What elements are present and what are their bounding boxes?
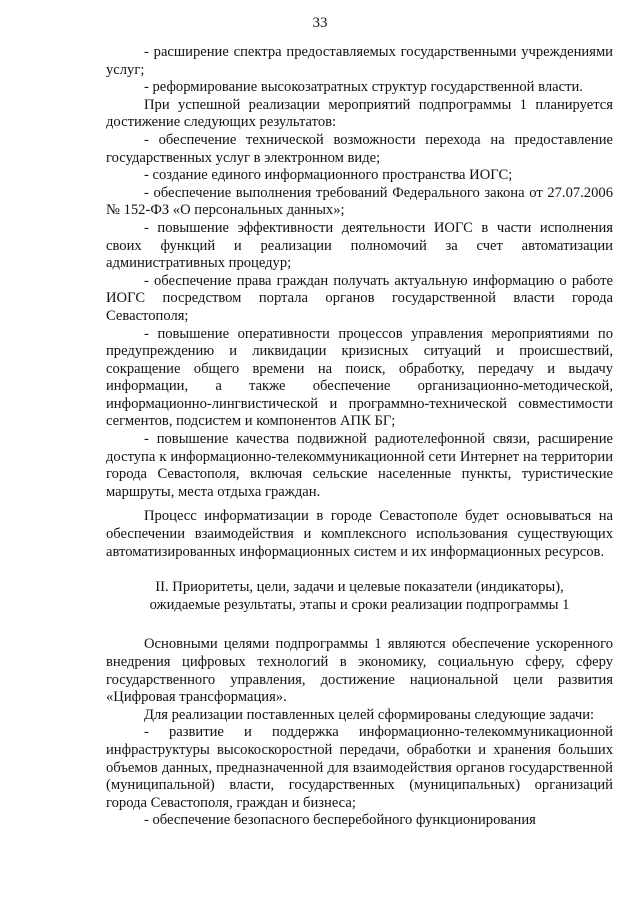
paragraph-main-goals: Основными целями подпрограммы 1 являются обеспечение ускоренного внедрения цифровых технологий в экономику, социальную сферу, сферу государственного управления, достижение национальной цели развития «Цифровая трансформация». xyxy=(106,636,613,706)
paragraph-info-space: - создание единого информационного пространства ИОГС; xyxy=(144,167,513,184)
paragraph-safe-operation-task: - обеспечение безопасного бесперебойного функционирования xyxy=(144,812,536,829)
paragraph-structure-reform: - реформирование высокозатратных структур государственной власти. xyxy=(144,79,583,96)
section-heading xyxy=(106,579,613,614)
paragraph-expected-results-intro: При успешной реализации мероприятий подпрограммы 1 планируется достижение следующих результатов: xyxy=(106,96,613,131)
paragraph-infrastructure-task: - развитие и поддержка информационно-телекоммуникационной инфраструктуры высокоскоростной передачи, обработки и хранения больших объемов данных, предназначенной для взаимодействия органов государственной (муниципальной) власти, государственных (муниципальных) организаций города Севастополя, граждан и бизнеса; xyxy=(106,724,613,811)
paragraph-informatization-process: Процесс информатизации в городе Севастополе будет основываться на обеспечении взаимодействия и комплексного использования существующих автоматизированных информационных систем и их информационных ресурсов. xyxy=(106,508,613,560)
paragraph-mobile-internet: - повышение качества подвижной радиотелефонной связи, расширение доступа к информационно-телекоммуникационной сети Интернет на территории города Севастополя, включая сельские населенные пункты, туристические маршруты, места отдыха граждан. xyxy=(106,431,613,500)
paragraph-citizen-info-rights: - обеспечение права граждан получать актуальную информацию о работе ИОГС посредством портала органов государственной власти города Севастополя; xyxy=(106,272,613,324)
paragraph-service-expansion: - расширение спектра предоставляемых государственными учреждениями услуг; xyxy=(106,44,613,78)
paragraph-efficiency: - повышение эффективности деятельности ИОГС в части исполнения своих функций и реализации полномочий за счет автоматизации административных процедур; xyxy=(106,219,613,272)
page-number: 33 xyxy=(312,15,328,31)
section-heading-line-1: II. Приоритеты, цели, задачи и целевые показатели (индикаторы), xyxy=(155,579,564,596)
paragraph-tasks-intro: Для реализации поставленных целей сформированы следующие задачи: xyxy=(144,706,595,723)
paragraph-electronic-services: - обеспечение технической возможности перехода на предоставление государственных услуг в электронном виде; xyxy=(106,131,613,166)
section-heading-line-2: ожидаемые результаты, этапы и сроки реализации подпрограммы 1 xyxy=(149,596,570,613)
paragraph-personal-data-law: - обеспечение выполнения требований Федерального закона от 27.07.2006 № 152-ФЗ «О персональных данных»; xyxy=(106,184,613,219)
paragraph-crisis-management: - повышение оперативности процессов управления мероприятиями по предупреждению и ликвидации кризисных ситуаций и происшествий, сокращение общего времени на поиск, обработку, передачу и выдачу информации, а также обеспечение организационно-методической, информационно-лингвистической и программно-технической совместимости сегментов, подсистем и компонентов АПК БГ; xyxy=(106,325,613,430)
document-body xyxy=(106,44,613,830)
